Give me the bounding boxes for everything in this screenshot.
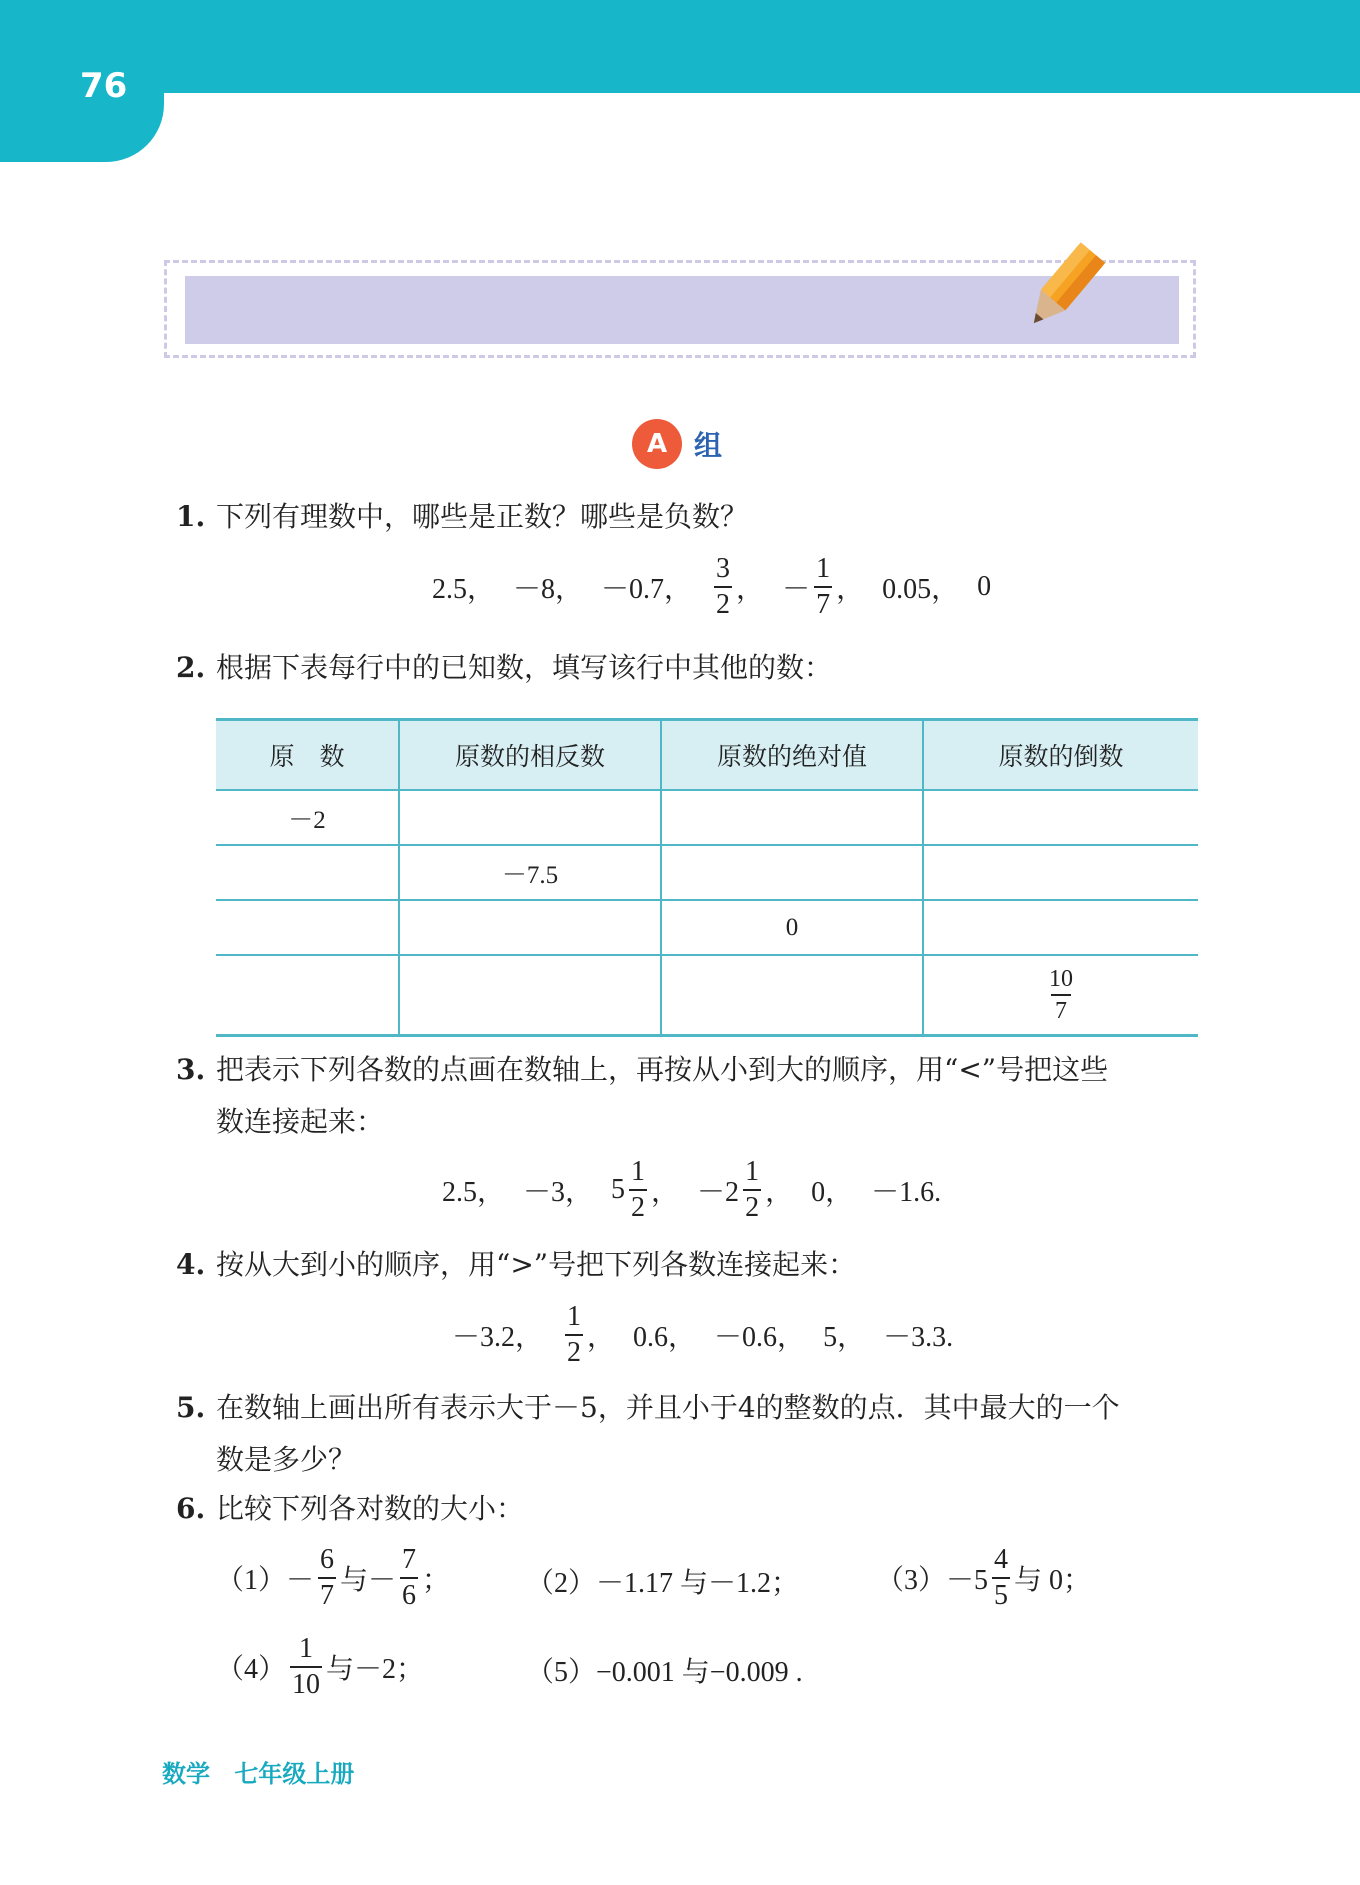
table-cell <box>923 790 1198 845</box>
q4-item: －3.3. <box>883 1322 954 1353</box>
q1-fraction <box>714 552 732 622</box>
q1-item: 2.5， <box>432 574 496 605</box>
exercise-banner <box>164 260 1196 358</box>
q3-item: －3， <box>523 1177 594 1208</box>
numerator: 1 <box>567 1301 582 1332</box>
table-cell <box>216 955 399 1036</box>
group-title <box>632 418 722 470</box>
part-text: 与 0； <box>1014 1565 1092 1596</box>
question-text: 比较下列各对数的大小： <box>216 1492 525 1525</box>
q6-fraction <box>318 1543 336 1613</box>
q1-item: 0.05， <box>882 574 960 605</box>
denominator: 7 <box>814 586 832 622</box>
denominator: 2 <box>743 1189 761 1225</box>
part-label: （3） <box>876 1565 947 1596</box>
table-row <box>216 790 1198 845</box>
table-cell <box>661 790 923 845</box>
table-cell <box>923 955 1198 1036</box>
table-header: 原数的相反数 <box>399 720 661 791</box>
table-row <box>216 845 1198 900</box>
part-label: （5） <box>526 1657 597 1688</box>
part-label: （2） <box>526 1568 597 1599</box>
table-cell <box>399 955 661 1036</box>
denominator: 7 <box>1051 994 1071 1026</box>
q1-item: 0 <box>977 571 992 602</box>
table-cell <box>399 900 661 955</box>
q6-fraction <box>992 1543 1010 1613</box>
question-number: 1. <box>176 500 206 533</box>
q3-fraction <box>743 1155 761 1225</box>
part-text: －1.17 与－1.2； <box>596 1568 800 1599</box>
q4-item: 0.6， <box>633 1322 697 1353</box>
table-cell <box>216 900 399 955</box>
question-number: 5. <box>176 1391 206 1424</box>
question-text: 把表示下列各数的点画在数轴上，再按从小到大的顺序，用“<”号把这些 <box>216 1053 1109 1086</box>
numerator: 1 <box>745 1156 760 1187</box>
header-bar <box>0 0 1360 93</box>
denominator: 6 <box>400 1577 418 1613</box>
q4-item: 5， <box>823 1322 866 1353</box>
question-text: 数是多少？ <box>216 1443 357 1476</box>
table-cell <box>399 790 661 845</box>
table-header: 原数的绝对值 <box>661 720 923 791</box>
table-cell <box>216 845 399 900</box>
q2-table <box>216 718 1198 1037</box>
q3-fraction <box>629 1155 647 1225</box>
q6-part-3 <box>876 1543 1091 1613</box>
table-cell: －7.5 <box>399 845 661 900</box>
denominator: 5 <box>992 1577 1010 1613</box>
q6-fraction <box>290 1632 322 1702</box>
q3-item: ， <box>765 1177 794 1208</box>
part-text: －5 <box>946 1565 989 1596</box>
denominator: 10 <box>290 1666 322 1702</box>
table-cell <box>661 955 923 1036</box>
q4-fraction <box>565 1300 583 1370</box>
denominator: 2 <box>714 586 732 622</box>
part-text: ； <box>422 1565 451 1596</box>
part-text: −0.001 与−0.009 . <box>596 1657 803 1688</box>
table-row <box>216 900 1198 955</box>
denominator: 7 <box>318 1577 336 1613</box>
table-cell <box>923 845 1198 900</box>
question-number: 6. <box>176 1492 206 1525</box>
question-text: 根据下表每行中的已知数，填写该行中其他的数： <box>216 651 833 684</box>
q1-item: －8， <box>513 574 584 605</box>
q6-fraction <box>400 1543 418 1613</box>
table-row <box>216 955 1198 1036</box>
table-header: 原数的倒数 <box>923 720 1198 791</box>
table-cell: 0 <box>661 900 923 955</box>
q3-item: 0， <box>811 1177 854 1208</box>
table-cell: －2 <box>216 790 399 845</box>
q6-part-4 <box>216 1632 424 1702</box>
page-number: 76 <box>80 66 128 106</box>
part-label: （4） <box>216 1654 287 1685</box>
q4-item: ， <box>587 1322 616 1353</box>
group-badge: A <box>632 419 682 469</box>
q3-item: ， <box>651 1177 680 1208</box>
numerator: 1 <box>816 553 831 584</box>
denominator: 2 <box>629 1189 647 1225</box>
denominator: 2 <box>565 1334 583 1370</box>
q6-part-1 <box>216 1543 450 1613</box>
question-number: 2. <box>176 651 206 684</box>
table-fraction <box>1049 964 1073 1026</box>
question-text: 下列有理数中，哪些是正数？哪些是负数？ <box>216 500 749 533</box>
part-label: （1） <box>216 1565 287 1596</box>
minus-sign: － <box>286 1565 315 1596</box>
part-text: 与－ <box>340 1565 397 1596</box>
q1-item: ， <box>736 574 765 605</box>
table-header-row <box>216 720 1198 791</box>
q3-item: －2 <box>697 1177 740 1208</box>
table-cell <box>661 845 923 900</box>
pencil-icon <box>1007 233 1117 343</box>
q1-item: －0.7， <box>601 574 693 605</box>
numerator: 1 <box>631 1156 646 1187</box>
numerator: 6 <box>320 1544 335 1575</box>
table-header: 原 数 <box>216 720 399 791</box>
q3-item: 2.5， <box>442 1177 506 1208</box>
table-cell <box>923 900 1198 955</box>
q6-part-2 <box>526 1561 799 1601</box>
numerator: 10 <box>1049 966 1073 992</box>
q4-item: －0.6， <box>714 1322 806 1353</box>
question-text: 数连接起来： <box>216 1105 385 1138</box>
question-text: 按从大到小的顺序，用“>”号把下列各数连接起来： <box>216 1248 857 1281</box>
q3-number-list <box>442 1155 941 1225</box>
q1-item: ， <box>836 574 865 605</box>
q6-part-5 <box>526 1650 803 1690</box>
q3-item: －1.6. <box>871 1177 942 1208</box>
q4-item: －3.2， <box>452 1322 544 1353</box>
numerator: 1 <box>299 1633 314 1664</box>
question-text: 在数轴上画出所有表示大于－5，并且小于4的整数的点．其中最大的一个 <box>216 1391 1120 1424</box>
numerator: 4 <box>994 1544 1009 1575</box>
part-text: 与－2； <box>326 1654 425 1685</box>
question-number: 4. <box>176 1248 206 1281</box>
q3-item: 5 <box>611 1174 626 1205</box>
q1-item: － <box>782 574 811 605</box>
question-number: 3. <box>176 1053 206 1086</box>
q4-number-list <box>452 1300 953 1370</box>
group-label: 组 <box>694 429 723 462</box>
numerator: 7 <box>402 1544 417 1575</box>
numerator: 3 <box>716 553 731 584</box>
footer-book-title: 数学 七年级上册 <box>162 1760 355 1788</box>
q1-fraction <box>814 552 832 622</box>
q1-number-list <box>432 552 991 622</box>
